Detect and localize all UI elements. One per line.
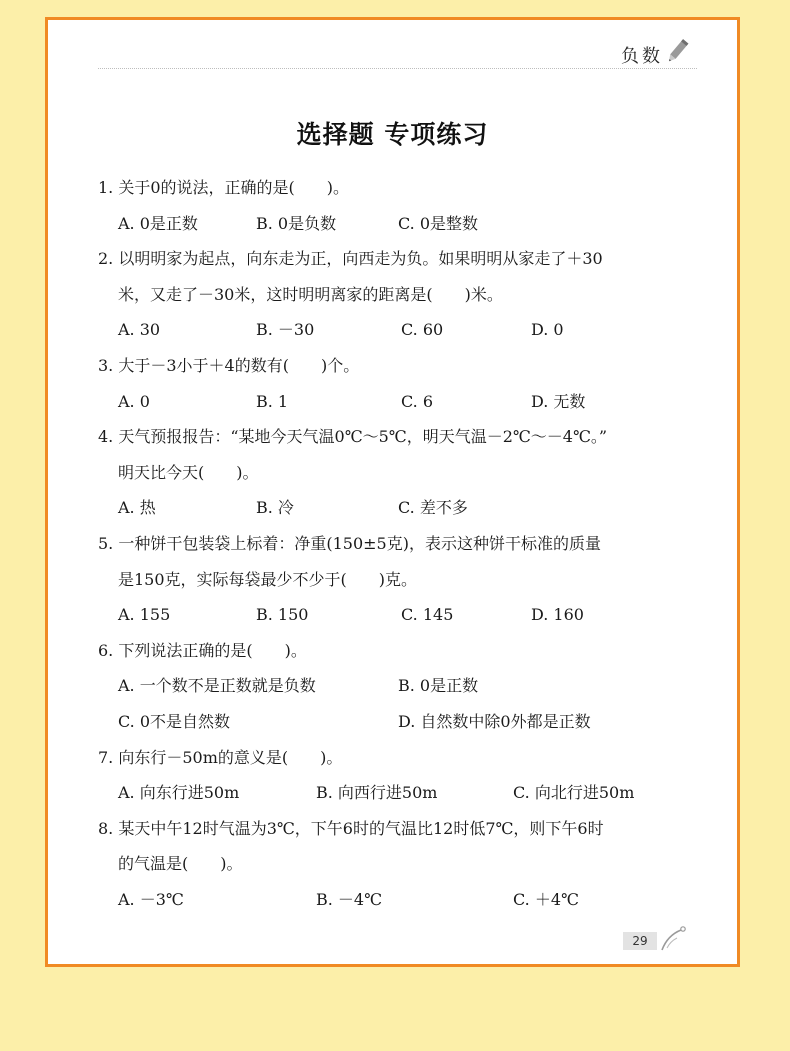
option-row bbox=[98, 882, 698, 918]
answer-option[interactable]: C. ＋4℃ bbox=[513, 889, 579, 909]
question-text-continued: 米，又走了－30米，这时明明离家的距离是( )米。 bbox=[118, 284, 503, 304]
answer-option[interactable]: A. 0 bbox=[118, 391, 150, 411]
option-row bbox=[98, 775, 698, 811]
answer-option[interactable]: D. 无数 bbox=[531, 391, 586, 411]
answer-option[interactable]: A. 向东行进50m bbox=[118, 783, 240, 803]
answer-option[interactable]: A. 155 bbox=[118, 605, 171, 625]
page-number: 29 bbox=[623, 932, 657, 950]
question-text: 6. 下列说法正确的是( )。 bbox=[98, 640, 307, 660]
question-text-continued: 是150克，实际每袋最少不少于( )克。 bbox=[118, 569, 418, 589]
worksheet-page bbox=[45, 17, 740, 967]
option-row bbox=[98, 490, 698, 526]
option-row bbox=[98, 312, 698, 348]
answer-option[interactable]: C. 差不多 bbox=[398, 498, 468, 518]
answer-option[interactable]: A. 0是正数 bbox=[118, 213, 198, 233]
answer-option[interactable]: C. 6 bbox=[401, 391, 434, 411]
section-title: 负数 bbox=[621, 46, 663, 67]
option-row bbox=[98, 704, 698, 740]
answer-option[interactable]: C. 向北行进50m bbox=[513, 783, 635, 803]
answer-option[interactable]: B. 1 bbox=[256, 391, 289, 411]
question-text: 2. 以明明家为起点，向东走为正，向西走为负。如果明明从家走了＋30 bbox=[98, 249, 603, 269]
answer-option[interactable]: A. 一个数不是正数就是负数 bbox=[118, 676, 316, 696]
answer-option[interactable]: A. 热 bbox=[118, 498, 156, 518]
answer-option[interactable]: D. 160 bbox=[531, 605, 584, 625]
answer-option[interactable]: C. 0不是自然数 bbox=[118, 711, 231, 731]
answer-option[interactable]: B. －4℃ bbox=[316, 889, 383, 909]
answer-option[interactable]: C. 145 bbox=[401, 605, 454, 625]
answer-option[interactable]: B. 0是正数 bbox=[398, 676, 479, 696]
page-footer bbox=[623, 924, 693, 954]
question-text: 3. 大于－3小于＋4的数有( )个。 bbox=[98, 355, 360, 375]
question-text: 7. 向东行－50m的意义是( )。 bbox=[98, 747, 343, 767]
answer-option[interactable]: B. 150 bbox=[256, 605, 309, 625]
answer-option[interactable]: B. 冷 bbox=[256, 498, 294, 518]
answer-option[interactable]: B. 向西行进50m bbox=[316, 783, 438, 803]
answer-option[interactable]: D. 0 bbox=[531, 320, 564, 340]
question-text: 4. 天气预报报告：“某地今天气温0℃～5℃，明天气温－2℃～－4℃。” bbox=[98, 427, 608, 447]
question-text-continued: 明天比今天( )。 bbox=[118, 462, 259, 482]
answer-option[interactable]: C. 60 bbox=[401, 320, 444, 340]
swirl-icon bbox=[659, 924, 687, 952]
answer-option[interactable]: B. －30 bbox=[256, 320, 315, 340]
question-text: 8. 某天中午12时气温为3℃，下午6时的气温比12时低7℃，则下午6时 bbox=[98, 818, 604, 838]
question-text-continued: 的气温是( )。 bbox=[118, 854, 243, 874]
page-header bbox=[98, 42, 697, 69]
pencil-icon bbox=[665, 36, 689, 66]
page-title: 选择题 专项练习 bbox=[296, 120, 489, 149]
answer-option[interactable]: A. 30 bbox=[118, 320, 161, 340]
option-row bbox=[98, 206, 698, 242]
question-list bbox=[98, 170, 698, 917]
answer-option[interactable]: D. 自然数中除0外都是正数 bbox=[398, 711, 591, 731]
option-row bbox=[98, 668, 698, 704]
answer-option[interactable]: A. －3℃ bbox=[118, 889, 184, 909]
option-row bbox=[98, 384, 698, 420]
question-text: 1. 关于0的说法，正确的是( )。 bbox=[98, 178, 350, 197]
question-text: 5. 一种饼干包装袋上标着：净重(150±5克)，表示这种饼干标准的质量 bbox=[98, 533, 601, 553]
answer-option[interactable]: B. 0是负数 bbox=[256, 213, 337, 233]
option-row bbox=[98, 597, 698, 633]
answer-option[interactable]: C. 0是整数 bbox=[398, 213, 479, 233]
